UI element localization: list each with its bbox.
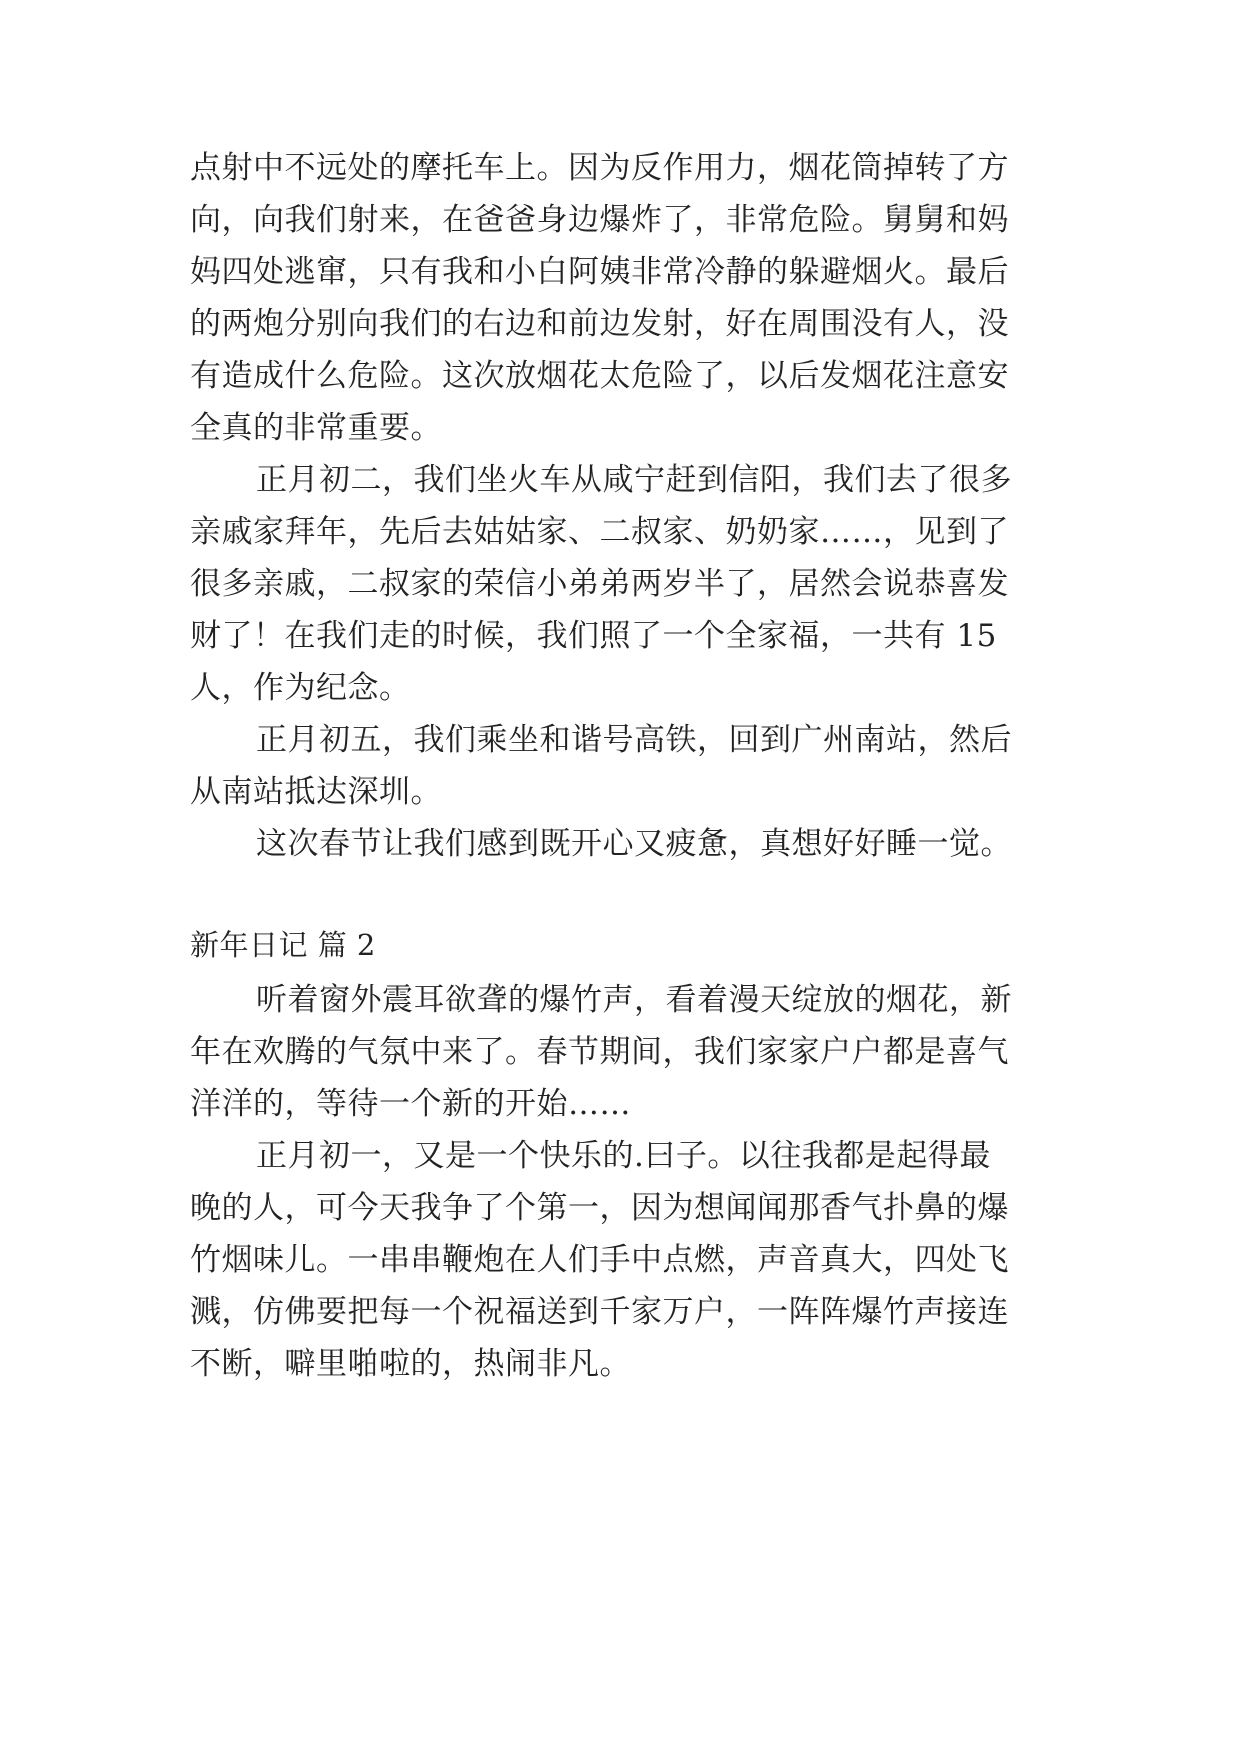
text-line: 点射中不远处的摩托车上。因为反作用力，烟花筒掉转了方 xyxy=(190,150,1009,186)
text-line: 洋洋的，等待一个新的开始…… xyxy=(190,1086,631,1122)
text-line: 妈四处逃窜，只有我和小白阿姨非常冷静的躲避烟火。最后 xyxy=(190,254,1009,290)
text-line: 正月初一，又是一个快乐的.曰子。以往我都是起得最 xyxy=(256,1138,991,1174)
text-line: 从南站抵达深圳。 xyxy=(190,774,442,810)
section-heading: 新年日记 篇 2 xyxy=(190,928,376,962)
text-line: 正月初五，我们乘坐和谐号高铁，回到广州南站，然后 xyxy=(256,722,1012,758)
text-line: 全真的非常重要。 xyxy=(190,410,442,446)
text-line: 人，作为纪念。 xyxy=(190,670,411,706)
text-line: 溅，仿佛要把每一个祝福送到千家万户，一阵阵爆竹声接连 xyxy=(190,1294,1009,1330)
text-line: 年在欢腾的气氛中来了。春节期间，我们家家户户都是喜气 xyxy=(190,1034,1009,1070)
text-line: 听着窗外震耳欲聋的爆竹声，看着漫天绽放的烟花，新 xyxy=(256,982,1012,1018)
text-line: 很多亲戚，二叔家的荣信小弟弟两岁半了，居然会说恭喜发 xyxy=(190,566,1009,602)
text-line: 不断，噼里啪啦的，热闹非凡。 xyxy=(190,1346,631,1382)
text-line: 亲戚家拜年，先后去姑姑家、二叔家、奶奶家……，见到了 xyxy=(190,514,1009,550)
text-line: 这次春节让我们感到既开心又疲惫，真想好好睡一觉。 xyxy=(256,826,1012,862)
text-line: 财了！在我们走的时候，我们照了一个全家福，一共有 15 xyxy=(190,618,997,654)
text-line: 晚的人，可今天我争了个第一，因为想闻闻那香气扑鼻的爆 xyxy=(190,1190,1009,1226)
text-line: 竹烟味儿。一串串鞭炮在人们手中点燃，声音真大，四处飞 xyxy=(190,1242,1009,1278)
text-line: 有造成什么危险。这次放烟花太危险了，以后发烟花注意安 xyxy=(190,358,1009,394)
text-line: 正月初二，我们坐火车从咸宁赶到信阳，我们去了很多 xyxy=(256,462,1012,498)
text-line: 的两炮分别向我们的右边和前边发射，好在周围没有人，没 xyxy=(190,306,1009,342)
text-line: 向，向我们射来，在爸爸身边爆炸了，非常危险。舅舅和妈 xyxy=(190,202,1009,238)
